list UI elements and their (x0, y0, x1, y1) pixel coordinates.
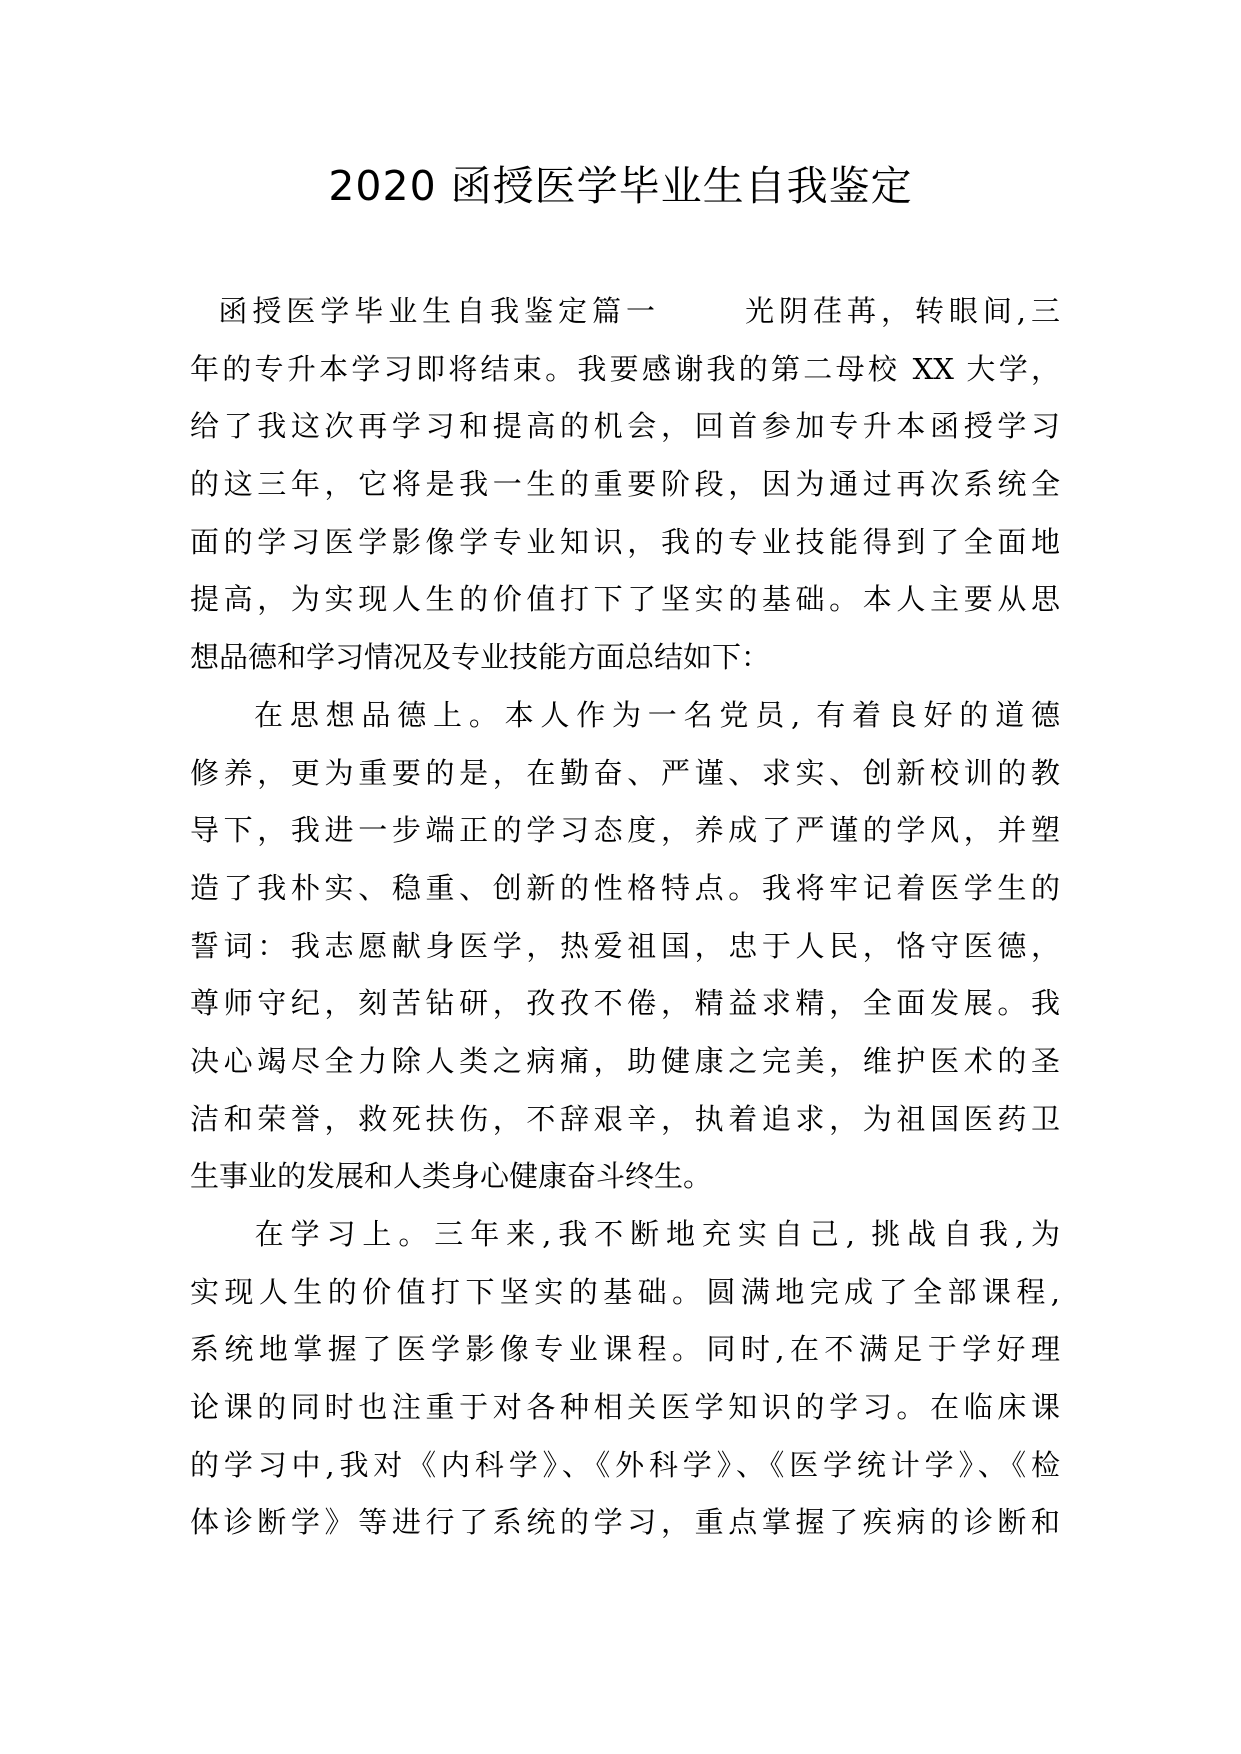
text-line-03: 给了我这次再学习和提高的机会，回首参加专升本函授学习 (190, 409, 1060, 444)
text-line-09: 修养，更为重要的是，在勤奋、严谨、求实、创新校训的教 (190, 755, 1060, 790)
text-line-07: 想品德和学习情况及专业技能方面总结如下： (190, 640, 771, 675)
text-line-20: 论课的同时也注重于对各种相关医学知识的学习。在临床课 (190, 1390, 1060, 1425)
text-line-12: 誓词：我志愿献身医学，热爱祖国，忠于人民，恪守医德， (190, 928, 1060, 963)
text-line-06: 提高，为实现人生的价值打下了坚实的基础。本人主要从思 (190, 582, 1060, 617)
document-body (190, 283, 1060, 1552)
text-line-15: 洁和荣誉，救死扶伤，不辞艰辛，执着追求，为祖国医药卫 (190, 1101, 1060, 1136)
document-title: 2020 函授医学毕业生自我鉴定 (328, 162, 913, 210)
text-line-19: 系统地掌握了医学影像专业课程。同时,在不满足于学好理 (190, 1332, 1060, 1367)
text-line-08: 在思想品德上。本人作为一名党员, 有着良好的道德 (190, 697, 1060, 732)
text-line-13: 尊师守纪，刻苦钻研，孜孜不倦，精益求精，全面发展。我 (190, 986, 1060, 1021)
text-line-21: 的学习中,我对《内科学》、《外科学》、《医学统计学》、《检 (190, 1447, 1060, 1482)
text-line-14: 决心竭尽全力除人类之病痛，助健康之完美，维护医术的圣 (190, 1043, 1060, 1078)
text-line-17: 在学习上。三年来,我不断地充实自己, 挑战自我,为 (190, 1217, 1060, 1251)
text-line-18: 实现人生的价值打下坚实的基础。圆满地完成了全部课程, (190, 1274, 1060, 1309)
text-line-01: 函授医学毕业生自我鉴定篇一 光阴荏苒，转眼间,三 (190, 294, 1060, 328)
text-line-22: 体诊断学》等进行了系统的学习，重点掌握了疾病的诊断和 (190, 1505, 1060, 1540)
text-line-05: 面的学习医学影像学专业知识，我的专业技能得到了全面地 (190, 524, 1060, 559)
text-line-11: 造了我朴实、稳重、创新的性格特点。我将牢记着医学生的 (190, 870, 1060, 905)
text-line-10: 导下，我进一步端正的学习态度，养成了严谨的学风，并塑 (190, 813, 1060, 848)
text-line-04: 的这三年，它将是我一生的重要阶段，因为通过再次系统全 (190, 467, 1060, 502)
text-line-16: 生事业的发展和人类身心健康奋斗终生。 (190, 1159, 713, 1194)
text-line-02: 年的专升本学习即将结束。我要感谢我的第二母校 XX 大学， (190, 351, 1060, 386)
